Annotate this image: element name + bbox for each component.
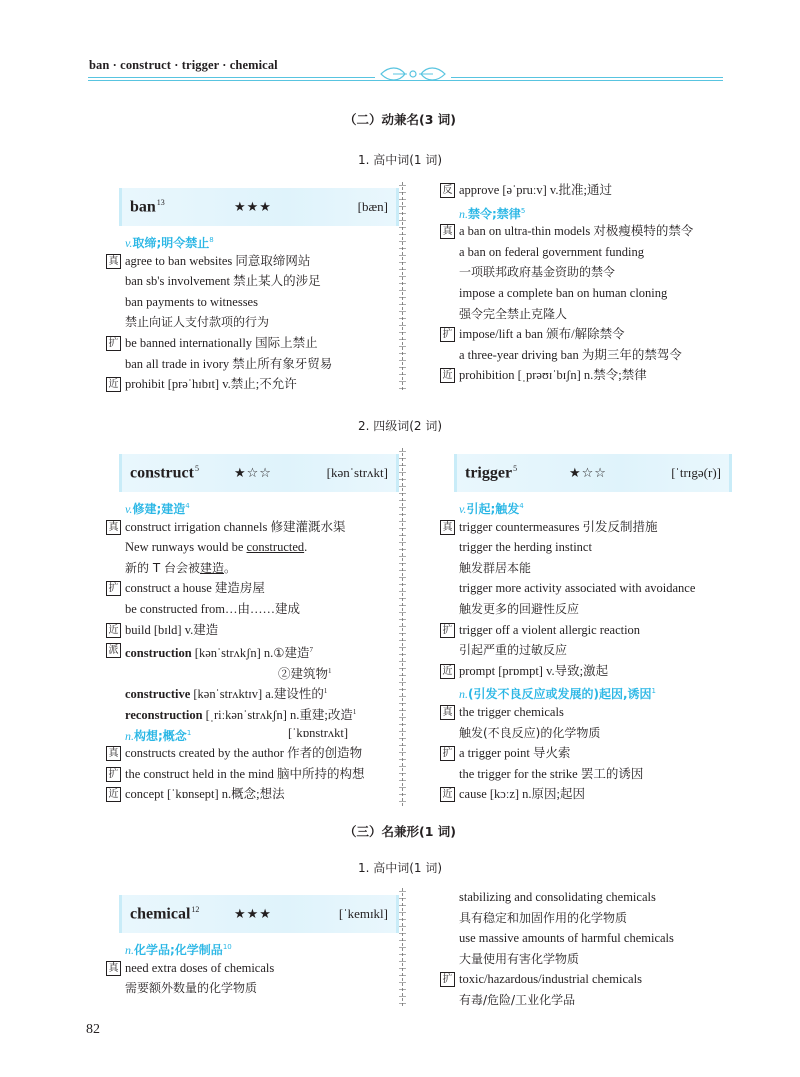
- example-line: be constructed from…由……建成: [125, 601, 300, 616]
- tag-real: 真: [106, 520, 121, 535]
- example-line: 近 build [bɪld] v.建造: [106, 620, 396, 641]
- subheading-cet4: 2. 四级词(2 词): [357, 419, 443, 433]
- phonetic: [bæn]: [357, 199, 388, 214]
- star-rating: ★★★: [234, 906, 272, 922]
- example-line: 扩 impose/lift a ban 颁布/解除禁令: [440, 324, 740, 345]
- example-line: stabilizing and consolidating chemicals: [459, 890, 656, 904]
- tag-near: 近: [440, 664, 455, 679]
- tag-derived: 派: [106, 643, 121, 658]
- header-ornament-icon: [375, 66, 451, 82]
- entry-chemical-left: [106, 895, 396, 999]
- headword: chemical$^{12}$: [130, 904, 200, 923]
- tag-extend: 扩: [106, 336, 121, 351]
- tag-real: 真: [440, 520, 455, 535]
- sense-noun: n.化学品;化学制品$^{10}$: [125, 943, 232, 957]
- example-line: 新的 T 台会被建造。: [125, 560, 236, 575]
- page-number: 82: [86, 1022, 100, 1037]
- example-line: 反 approve [əˈpruːv] v.批准;通过: [440, 180, 740, 201]
- tag-extend: 扩: [440, 623, 455, 638]
- example-line: 近 prompt [prɒmpt] v.导致;激起: [440, 661, 740, 682]
- example-line: 扩 trigger off a violent allergic reaction: [440, 620, 740, 641]
- example-line: ban all trade in ivory 禁止所有象牙贸易: [125, 356, 333, 371]
- headword-box-chemical: [119, 895, 396, 933]
- headword: construct$^5$: [130, 463, 199, 482]
- column-divider: [402, 888, 410, 1006]
- tag-real: 真: [440, 224, 455, 239]
- example-line: 真 trigger countermeasures 引发反制措施: [440, 517, 740, 538]
- example-line: reconstruction [ˌriːkənˈstrʌkʃn] n.重建;改造$^1$: [125, 707, 357, 723]
- star-rating: ★★★: [234, 199, 272, 215]
- example-line: 真 a ban on ultra-thin models 对极瘦模特的禁令: [440, 221, 740, 242]
- entry-trigger: [440, 454, 740, 805]
- tag-real: 真: [106, 961, 121, 976]
- example-line: 真 agree to ban websites 同意取缔网站: [106, 251, 391, 272]
- tag-real: 真: [440, 705, 455, 720]
- example-line: trigger the herding instinct: [459, 540, 592, 555]
- example-line: 近 concept [ˈkɒnsept] n.概念;想法: [106, 784, 396, 805]
- tag-real: 真: [106, 254, 121, 269]
- running-head: ban · construct · trigger · chemical: [89, 58, 278, 72]
- tag-near: 近: [106, 377, 121, 392]
- example-line: 真 the trigger chemicals: [440, 702, 740, 723]
- example-line: the trigger for the strike 罢工的诱因: [459, 766, 644, 781]
- star-rating: ★☆☆: [569, 465, 607, 481]
- example-line: a ban on federal government funding: [459, 244, 645, 259]
- example-line: ban sb's involvement 禁止某人的涉足: [125, 274, 321, 289]
- example-line: 扩 a trigger point 导火索: [440, 743, 740, 764]
- tag-near: 近: [106, 787, 121, 802]
- star-rating: ★☆☆: [234, 465, 272, 481]
- example-line: 一项联邦政府基金资助的禁令: [459, 265, 616, 280]
- tag-near: 近: [440, 368, 455, 383]
- phonetic: [ˈtrɪgə(r)]: [671, 465, 721, 480]
- entry-ban-left: [106, 188, 391, 395]
- sense-noun: n.构想;概念$^1$ [ˈkɒnstrʌkt]: [125, 725, 348, 743]
- section-heading-verb-noun: （二）动兼名(3 词): [344, 112, 456, 127]
- example-line: 触发(不良反应)的化学物质: [459, 725, 601, 740]
- tag-near: 近: [440, 787, 455, 802]
- example-line: a three-year driving ban 为期三年的禁驾令: [459, 347, 682, 362]
- example-line: 真 need extra doses of chemicals: [106, 958, 396, 979]
- sense-verb: v.取缔;明令禁止$^8$: [125, 236, 214, 250]
- example-line: 强令完全禁止克隆人: [459, 306, 568, 321]
- headword-box-trigger: [454, 454, 729, 492]
- entry-ban-right: [440, 180, 740, 386]
- example-line: 真 construct irrigation channels 修建灌溉水渠: [106, 517, 396, 538]
- sense-verb: v.修建;建造$^4$: [125, 502, 190, 516]
- example-line: 扩 be banned internationally 国际上禁止: [106, 333, 391, 354]
- example-line: 扩 the construct held in the mind 脑中所持的构想: [106, 764, 396, 785]
- sense-noun: n.(引发不良反应或发展的)起因,诱因$^1$: [459, 687, 656, 702]
- headword: trigger$^5$: [465, 463, 518, 482]
- tag-extend: 扩: [440, 972, 455, 987]
- tag-extend: 扩: [440, 746, 455, 761]
- phonetic: [ˈkemɪkl]: [338, 906, 388, 921]
- example-line: ban payments to witnesses: [125, 294, 258, 309]
- example-line: impose a complete ban on human cloning: [459, 285, 668, 300]
- example-line: 真 constructs created by the author 作者的创造物: [106, 743, 396, 764]
- example-line: 触发更多的回避性反应: [459, 601, 580, 616]
- column-divider: [402, 182, 410, 390]
- sense-verb: v.引起;触发$^4$: [459, 502, 524, 516]
- tag-extend: 扩: [106, 581, 121, 596]
- tag-extend: 扩: [440, 327, 455, 342]
- subheading-high-school: 1. 高中词(1 词): [357, 153, 443, 167]
- example-line: 近 prohibition [ˌprəʊɪˈbɪʃn] n.禁令;禁律: [440, 365, 740, 386]
- example-line: 近 cause [kɔːz] n.原因;起因: [440, 784, 740, 805]
- sense-noun: n.禁令;禁律$^5$: [459, 206, 526, 221]
- example-line: 大量使用有害化学物质: [459, 951, 580, 966]
- column-divider: [402, 448, 410, 806]
- example-line: ②建筑物$^1$: [278, 666, 332, 681]
- example-line: 近 prohibit [prəˈhɪbɪt] v.禁止;不允许: [106, 374, 391, 395]
- headword: ban$^{13}$: [130, 197, 165, 216]
- example-line: 派 construction [kənˈstrʌkʃn] n.①建造$^7$: [106, 640, 396, 661]
- tag-extend: 扩: [106, 767, 121, 782]
- headword-box-ban: [119, 188, 396, 226]
- example-line: use massive amounts of harmful chemicals: [459, 931, 674, 946]
- entry-chemical-right: [440, 887, 740, 1011]
- section-heading-noun-adj: （三）名兼形(1 词): [344, 824, 456, 839]
- phonetic: [kənˈstrʌkt]: [326, 465, 388, 480]
- headword-box-construct: [119, 454, 396, 492]
- example-line: 具有稳定和加固作用的化学物质: [459, 910, 628, 925]
- example-line: trigger more activity associated with avoidance: [459, 581, 696, 596]
- tag-opposite: 反: [440, 183, 455, 198]
- example-line: 禁止向证人支付款项的行为: [125, 315, 270, 330]
- tag-near: 近: [106, 623, 121, 638]
- example-line: New runways would be constructed.: [125, 540, 308, 555]
- example-line: constructive [kənˈstrʌktɪv] a.建设性的$^1$: [125, 687, 328, 702]
- example-line: 触发群居本能: [459, 560, 532, 575]
- example-line: 扩 construct a house 建造房屋: [106, 578, 396, 599]
- tag-real: 真: [106, 746, 121, 761]
- example-line: 引起严重的过敏反应: [459, 643, 568, 658]
- subheading-high-school-2: 1. 高中词(1 词): [357, 861, 443, 875]
- example-line: 有毒/危险/工业化学品: [459, 992, 576, 1007]
- example-line: 需要额外数量的化学物质: [125, 981, 258, 996]
- entry-construct: [106, 454, 396, 805]
- example-line: 扩 toxic/hazardous/industrial chemicals: [440, 969, 740, 990]
